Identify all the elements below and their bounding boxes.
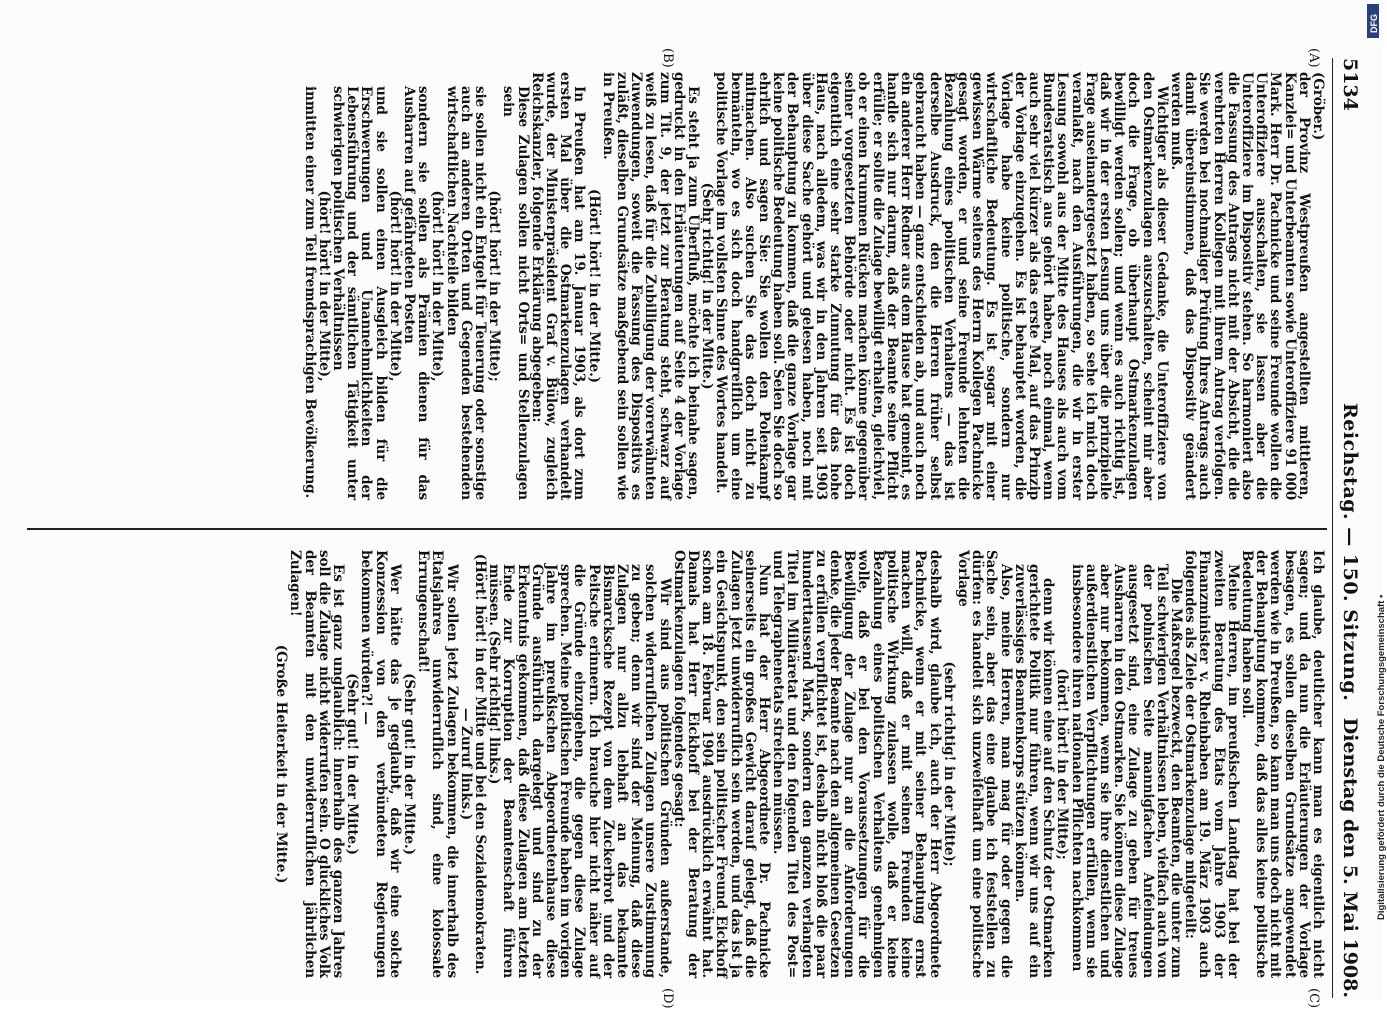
session-title: Reichstag. — 150. Sitzung. xyxy=(1339,403,1361,702)
paragraph: (hört! hört! in der Mitte); xyxy=(1054,668,1071,860)
paragraph: Die Maßregel bezweckt, den Beamten, die unter zum Teil schwierigen Verhältnissen leben, vielfach auch von der polnischen Seite mannigfachen Anfeindungen ausgesetzt sind, eine Zulage zu geben für treues Ausharren in den Ostmarken. Sie können diese Zulage aber nur bekommen, wenn sie ihre dienstlichen und außerdienstlichen Verpflichtungen erfüllen, wenn sie insbesondere ihren nationalen Pflichten nachkommen xyxy=(1068,564,1184,978)
paragraph: Also, meine Herren, man mag für oder gegen die Sache sein, aber das eine glaube ich feststellen zu dürfen: es handelt sich unzweifelhaft um eine politische Vorlage xyxy=(954,550,1014,978)
paragraph: (Hört! hört! in der Mitte und bei den Sozialdemokraten. — Zuruf links.) xyxy=(457,553,489,975)
paragraph: der Provinz Westpreußen angestellten mittleren, Kanzlei= und Unterbeamten sowie Unteroffiziere 91 000 Mark. Herr Dr. Pachnicke und seine Freunde wollen die Unteroffiziere ausschalten, sie lassen aber die Unteroffiziere im Dispositiv stehen. So harmoniert also die Fassung des Antrags nicht mit der Absicht, die die verehrten Herren Kollegen mit ihrem Antrag verfolgen. Sie werden bei nochmaliger Prüfung Ihres Antrags auch damit übereinstimmen, daß das Dispositiv geändert werden muß. xyxy=(1167,72,1312,500)
paragraph: Wir sollen jetzt Zulagen bekommen, die innerhalb des Etatsjahres unwiderruflich sind, eine kolossale Errungenschaft! xyxy=(415,550,460,978)
paragraph: (Gröber.) xyxy=(1310,72,1326,141)
paragraph: In Preußen hat am 19. Januar 1903, als dort zum ersten Mal über die Ostmarkenzulagen verhandelt wurde, der Ministerpräsident Graf v. Bülow, zugleich Reichskanzler, folgende Erklärung abgegeben: xyxy=(528,72,588,500)
header-rule xyxy=(1332,58,1333,998)
paragraph: deshalb wird, glaube ich, auch der Herr Abgeordnete Pachnicke, wenn er mit seiner Behauptung ernst machen will, daß er mit seinen Freunden keine politische Wirkung zulassen wolle, daß er keine Bezahlung eines politischen Verhaltens genehmigen wolle, daß er bei den Voraussetzungen für die Bewilligung der Zulage nur an die Anforderungen denke, die jeder Beamte nach den allgemeinen Gesetzen zu erfüllen verpflichtet ist, deshalb nicht bloß die paar hunderttausend Mark, sondern den ganzen verlangten Titel im Militäretat und den folgenden Titel des Post= und Telegraphenetats streichen müssen. xyxy=(770,550,943,978)
left-text-column xyxy=(302,72,1325,500)
paragraph: Nun hat der Herr Abgeordnete Dr. Pachnicke seinerseits ein großes Gewicht darauf gelegt, daß die Zulagen jetzt unwiderruflich sein werden, und das ist ja ein Gesichtspunkt, den sein politischer Freund Eickhoff schon am 18. Februar 1904 ausdrücklich erwähnt hat. Damals hat Herr Eickhoff bei der Beratung der Ostmarkenzulagen folgendes gesagt: xyxy=(670,550,773,978)
credit-text: Digitalisierung gefördert durch die Deutsche Forschungsgemeinschaft • xyxy=(1376,594,1387,920)
paragraph: (Sehr gut! in der Mitte.) xyxy=(401,673,417,855)
paragraph: Ich glaube, deutlicher kann man es eigentlich nicht sagen; und da nun die Erläuterungen der Vorlage besagen, es sollen dieselben Grundsätze angewendet werden wie in Preußen, so kann man uns doch nicht mit der Behauptung kommen, daß das alles keine politische Bedeutung haben soll. xyxy=(1238,550,1326,978)
paragraph: (sehr richtig! in der Mitte); xyxy=(940,661,957,867)
paragraph: (hört! hört! in der Mitte), xyxy=(429,190,446,382)
paragraph: (hört! hört! in der Mitte); xyxy=(486,190,503,382)
paragraph: Es ist ganz unglaublich: innerhalb des ganzen Jahres soll die Zulage nicht widerrufen sein. O glückliches Volk der Beamten mit den unwiderruflichen jährlichen Zulagen! xyxy=(287,550,346,978)
paragraph: Wer hätte das je geglaubt, daß wir eine solche Konzession von den verbündeten Regierungen bekommen würden?! — xyxy=(358,550,403,978)
paragraph: Wir sind aus politischen Gründen außerstande, solchen widerruflichen Zulagen unsere Zustimmung zu geben; denn wir sind der Meinung, daß diese Zulagen nur allzu lebhaft an das bekannte Bismarcksche Rezept von dem Zuckerbrot und der Peitsche erinnern. Ich brauche hier nicht näher auf die Gründe einzugehen, die gegen diese Zulage sprechen. Meine politischen Freunde haben im vorigen Jahre im preußischen Abgeordnetenhause diese Gründe ausführlich dargelegt und sind zu der Erkenntnis gekommen, daß diese Zulagen am letzten Ende zur Korruption der Beamtenschaft führen müssen. (Sehr richtig! links.) xyxy=(486,564,673,978)
rotated-newspaper-page xyxy=(5,48,1365,1009)
paragraph: denn wir können eine auf den Schutz der Ostmarken gerichtete Politik nur führen, wenn wir uns auf ein zuverlässiges Beamtenkorps stützen können. xyxy=(1011,564,1057,978)
paragraph: (Sehr richtig! in der Mitte.) xyxy=(699,182,716,390)
page-number: 5134 xyxy=(1339,58,1361,111)
margin-marker-d: (D) xyxy=(660,988,675,1009)
margin-marker-a: (A) xyxy=(1306,48,1321,68)
session-date: Dienstag den 5. Mai 1908. xyxy=(1339,717,1361,998)
paragraph: (hört! hört! in der Mitte), xyxy=(315,190,332,382)
paragraph: inmitten einer zum Teil fremdsprachigen Bevölkerung. xyxy=(301,86,318,499)
paragraph: Wichtiger als dieser Gedanke, die Unteroffiziere von den Ostmarkenzulagen auszuschalten, scheint mir aber doch die Frage, ob überhaupt Ostmarkenzulagen bewilligt werden sollen; und wenn es auch richtig ist, daß wir in der ersten Lesung uns über die prinzipielle Frage auseinandergesetzt haben, so sehe ich mich doch veranlaßt, nach den Ausführungen, die wir in erster Lesung sowohl aus der Mitte des Hauses als auch vom Bundesratstisch aus gehört haben, noch einmal, wenn auch sehr viel kürzer als das erste Mal, auf das Prinzip der Vorlage einzugehen. Es ist behauptet worden, die Vorlage habe keine politische, sondern nur wirtschaftliche Bedeutung. Es ist sogar mit einer gewissen Wärme seitens des Herrn Kollegen Pachnicke gesagt worden, er und seine Freunde lehnten die Bezahlung eines politischen Verhaltens — das ist derselbe Ausdruck, den die Herren früher selbst gebraucht haben — ganz entschieden ab, und auch noch ein anderer Herr Redner aus dem Hause hat gemeint, es handle sich nur darum, daß der Beamte seine Pflicht erfülle; er sollte die Zulage bewilligt erhalten, gleichviel, ob er einen krummen Rücken machen könne gegenüber seiner vorgesetzten Behörde oder nicht. Es ist doch eigentlich eine sehr starke Zumutung für das hohe Haus, nach alledem, was wir in den Jahren seit 1903 über diese Sache gehört und gelesen haben, noch mit der Behauptung zu kommen, daß die ganze Vorlage gar keine politische Bedeutung haben soll. Seien Sie doch so ehrlich und sagen Sie: Sie wollen den Polenkampf mitmachen. Also suchen Sie das doch nicht zu bemänteln, wo es sich doch handgreiflich um eine politische Vorlage im vollsten Sinne des Wortes handelt. xyxy=(713,72,1170,500)
paragraph: Diese Zulagen sollen nicht Orts= und Stellenzulagen sein xyxy=(500,86,531,500)
column-divider xyxy=(27,528,1327,530)
paragraph: sondern sie sollen als Prämien dienen für das Ausharren auf gefährdeten Posten xyxy=(401,86,432,500)
paragraph: (Sehr gut! in der Mitte.) xyxy=(344,673,361,855)
margin-marker-b: (B) xyxy=(660,48,675,68)
page-header xyxy=(1331,58,1365,998)
margin-marker-c: (C) xyxy=(1306,988,1321,1009)
dfg-logo: DFG xyxy=(1367,4,1379,38)
paragraph: sie sollen nicht ein Entgelt für Teuerung oder sonstige auch an anderen Orten und Gegenden bestehenden wirtschaftlichen Nachteile bilden xyxy=(443,86,489,500)
paragraph: (Hört! hört! in der Mitte.) xyxy=(585,189,602,383)
right-text-column xyxy=(274,550,1325,978)
paragraph: und sie sollen einen Ausgleich bilden für die Erschwerungen und Unannehmlichkeiten der Lebensführung und der sämtlichen Tätigkeit unter schwierigen politischen Verhältnissen xyxy=(329,86,389,500)
paragraph: (Große Heiterkeit in der Mitte.) xyxy=(273,644,290,884)
paragraph: Es steht ja zum Überfluß, möchte ich beinahe sagen, gedruckt in den Erläuterungen auf Seite 4 der Vorlage zum Tit. 9, der jetzt zur Beratung steht, schwarz auf weiß zu lesen, daß für die Zubilligung der vorerwähnten Zuwendungen, soweit die Fassung des Dispositivs es zuläßt, dieselben Grundsätze maßgebend sein sollen wie in Preußen. xyxy=(599,72,702,500)
digitization-credit xyxy=(1362,40,1387,1000)
paragraph: Meine Herren, im preußischen Landtag hat bei der zweiten Beratung des Etats vom Jahre 1903 der Finanzminister v. Rheinbaben am 19. März 1903 auch folgendes als Ziele der Ostmarkenzulage mitgeteilt: xyxy=(1182,550,1241,978)
paragraph: (hört! hört! in der Mitte), xyxy=(386,190,403,382)
